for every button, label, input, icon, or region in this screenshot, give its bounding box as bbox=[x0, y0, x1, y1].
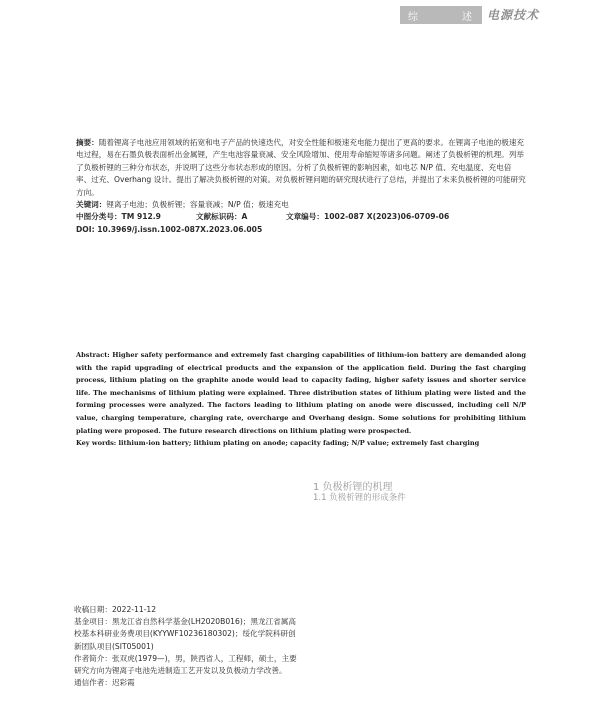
doi: DOI: 10.3969/j.issn.1002-087X.2023.06.005 bbox=[76, 224, 263, 234]
article-number: 文章编号：1002-087 X(2023)06-0709-06 bbox=[286, 212, 450, 222]
journal-name: 电源技术 bbox=[487, 8, 540, 22]
abstract-en-label: Abstract: bbox=[76, 351, 110, 359]
author-info: 作者简介：张双虎(1979—)，男，陕西省人，工程师，硕士，主要研究方向为锂离子电池先进制造工艺开发以及负极动力学改善。 bbox=[74, 653, 297, 676]
keywords-en bbox=[76, 437, 526, 450]
footnote-block bbox=[62, 604, 302, 689]
fund-info: 基金项目：黑龙江省自然科学基金(LH2020B016)；黑龙江省属高校基本科研业务费项目(KYYWF10236180302)；绥化学院科研创新团队项目(SIT05001) bbox=[74, 617, 296, 651]
keywords-en-text: lithium-ion battery; lithium plating on anode; capacity fading; N/P value; extremely fast charging bbox=[118, 439, 480, 448]
section-tag-right: 述 bbox=[462, 11, 474, 23]
keywords-cn-text: 锂离子电池；负极析锂；容量衰减；N/P 值；极速充电 bbox=[106, 200, 289, 210]
english-abstract-block bbox=[76, 349, 526, 450]
abstract-en-text: Higher safety performance and extremely fast charging capabilities of lithium-ion battery are demanded along with the rapid upgrading of electrical products and the expansion of the application field. During the fast charging process, lithium plating on the graphite anode would lead to capacity fading, higher safety issues and shorter service life. The mechanisms of lithium plating were explained. Three distribution states of lithium plating were listed and the forming processes were analyzed. The factors leading to lithium plating on anode were discussed, including cell N/P value, charging temperature, charging rate, overcharge and Overhang design. Some solutions for prohibiting lithium plating were proposed. The future research directions on lithium plating were prospected. bbox=[76, 351, 527, 435]
abstract-en bbox=[76, 349, 526, 437]
corresponding-author: 通信作者：迟彩霞 bbox=[74, 678, 135, 688]
keywords-en-label: Key words: bbox=[76, 439, 117, 448]
section-tag-left: 综 bbox=[408, 11, 420, 23]
received-date: 收稿日期：2022-11-12 bbox=[74, 605, 157, 614]
chinese-abstract-block bbox=[76, 137, 526, 236]
keywords-cn bbox=[76, 199, 526, 211]
keywords-cn-label: 关键词： bbox=[76, 200, 107, 210]
abstract-cn bbox=[76, 137, 526, 199]
clc-number: 中图分类号：TM 912.9 bbox=[76, 212, 161, 222]
document-code: 文献标识码：A bbox=[196, 212, 248, 222]
section-tag bbox=[400, 6, 482, 24]
abstract-cn-text: 随着锂离子电池应用领域的拓宽和电子产品的快速迭代，对安全性能和极速充电能力提出了更高的要求。在锂离子电池的极速充电过程，易在石墨负极表面析出金属锂，产生电池容量衰减、安全风险增加、使用寿命缩短等诸多问题。阐述了负极析锂的机理。列举了负极析锂的三种分布状态，并说明了这些分布状态形成的原因。分析了负极析锂的影响因素，如电芯 N/P 值、充电温度、充电倍率、过充、Overhang 设计。提出了解决负极析锂的对策。对负极析锂问题的研究现状进行了总结，并提出了未来负极析锂的可能研究方向。 bbox=[76, 138, 526, 197]
abstract-cn-label: 摘要： bbox=[76, 138, 99, 147]
section-title: 1 负极析锂的机理 bbox=[313, 482, 393, 493]
classification-row bbox=[76, 211, 526, 223]
subsection-title: 1.1 负极析锂的形成条件 bbox=[313, 493, 406, 503]
